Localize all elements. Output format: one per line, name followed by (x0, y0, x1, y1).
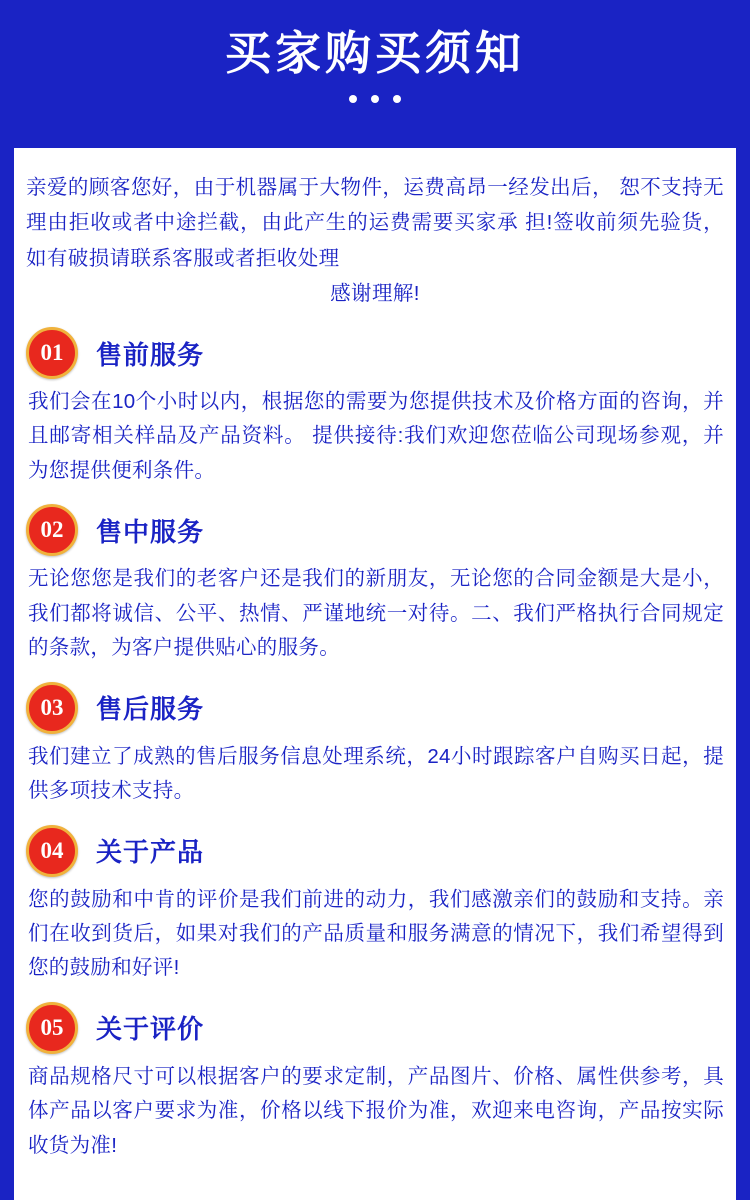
section-02-head (26, 504, 724, 556)
section-01-title: 售前服务 (96, 339, 205, 370)
section-03-body: 我们建立了成熟的售后服务信息处理系统，24小时跟踪客户自购买日起，提供多项技术支持。 (28, 744, 724, 803)
section-01-badge: 01 (26, 327, 78, 379)
section-04-body: 您的鼓励和中肯的评价是我们前进的动力，我们感激亲们的鼓励和支持。亲们在收到货后，如果对我们的产品质量和服务满意的情况下，我们希望得到您的鼓励和好评! (28, 887, 724, 980)
intro-paragraph (26, 170, 724, 311)
section-03-badge: 03 (26, 682, 78, 734)
section-01-body: 我们会在10个小时以内，根据您的需要为您提供技术及价格方面的咨询，并且邮寄相关样品及产品资料。 提供接待:我们欢迎您莅临公司现场参观，并为您提供便利条件。 (28, 390, 724, 482)
dot-icon (349, 95, 357, 103)
section-03-title: 售后服务 (96, 694, 205, 725)
section-05-body: 商品规格尺寸可以根据客户的要求定制，产品图片、价格、属性供参考，具体产品以客户要求为准，价格以线下报价为准，欢迎来电咨询，产品按实际收货为准! (28, 1064, 724, 1157)
section-05 (26, 1002, 724, 1163)
intro-line-4: 感谢理解! (330, 281, 420, 305)
page-content (0, 148, 750, 1163)
section-02-body: 无论您您是我们的老客户还是我们的新朋友，无论您的合同金额是大是小，我们都将诚信、公平、热情、严谨地统一对待。二、我们严格执行合同规定的条款，为客户提供贴心的服务。 (28, 567, 724, 660)
section-05-title: 关于评价 (96, 1014, 205, 1045)
section-03-head (26, 682, 724, 734)
section-04-head (26, 825, 724, 877)
section-01 (26, 327, 724, 488)
page-title: 买家购买须知 (225, 27, 525, 79)
page-header (0, 0, 750, 148)
section-04-badge: 04 (26, 825, 78, 877)
section-05-head (26, 1002, 724, 1054)
section-03 (26, 682, 724, 809)
intro-line-3: 担!签收前须先验货，如有破损请联系客服或者拒收处理 (26, 211, 724, 270)
section-04 (26, 825, 724, 986)
section-01-head (26, 327, 724, 379)
dot-icon (393, 95, 401, 103)
section-05-badge: 05 (26, 1002, 78, 1054)
section-04-title: 关于产品 (96, 837, 205, 867)
section-02-title: 售中服务 (96, 516, 205, 547)
section-02 (26, 504, 724, 665)
intro-line-1: 亲爱的顾客您好，由于机器属于大物件，运费高昂一经发出后， (26, 176, 614, 199)
intro-line-2: 恕不支持无理由拒收或者中途拦截，由此产生的运费需要买家承 (26, 176, 724, 235)
decorative-dots (0, 95, 750, 103)
dot-icon (371, 95, 379, 103)
section-02-badge: 02 (26, 504, 78, 556)
